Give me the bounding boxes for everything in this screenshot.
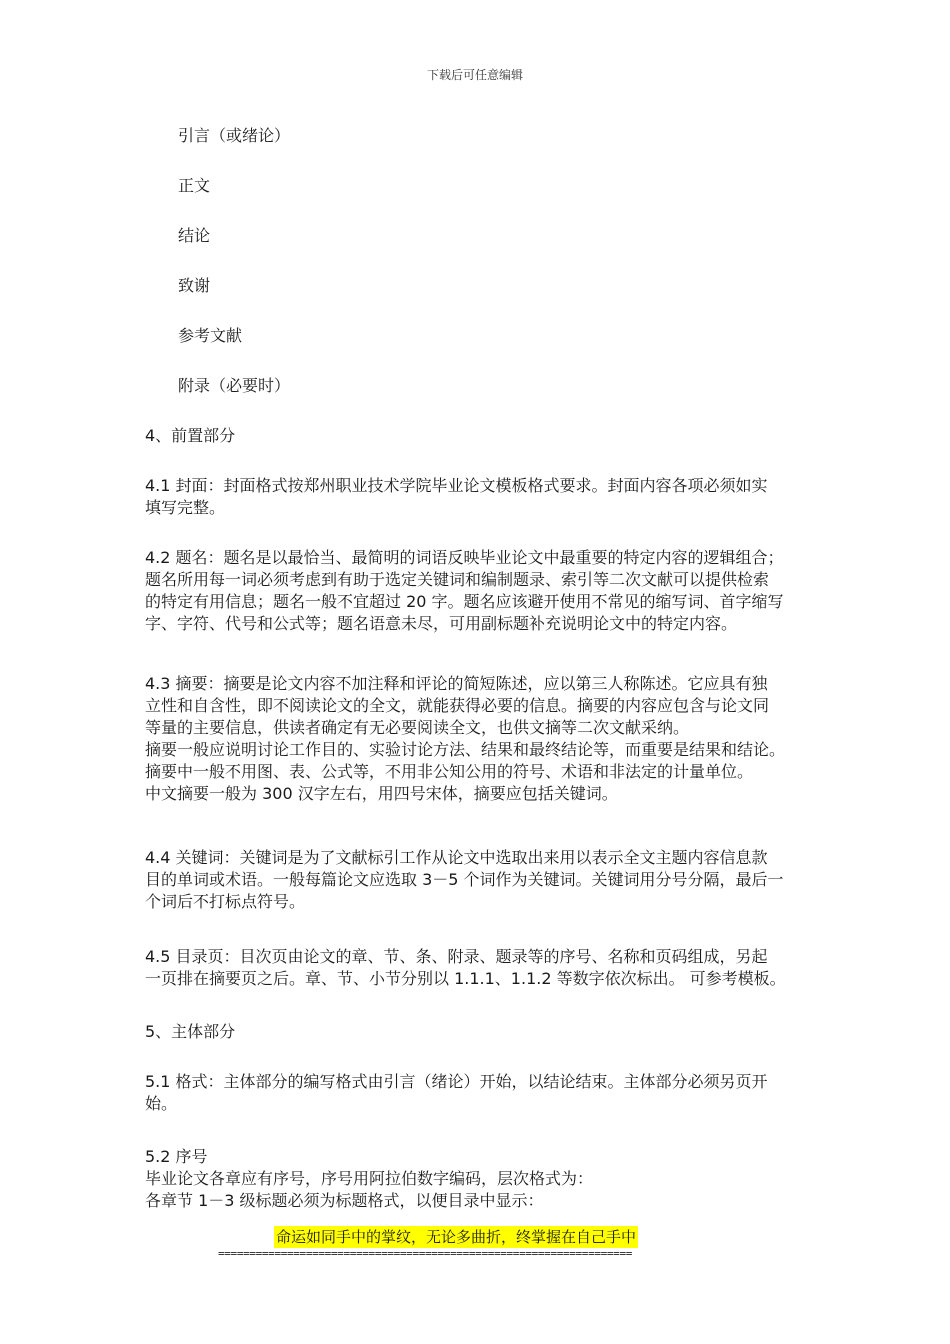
- structure-item-acknowledgement: 致谢: [178, 276, 211, 295]
- section-5-1-format: [145, 1071, 815, 1115]
- paragraph-line: 等量的主要信息，供读者确定有无必要阅读全文，也供文摘等二次文献采纳。: [145, 718, 690, 737]
- structure-item-introduction: 引言（或绪论）: [178, 126, 291, 145]
- paragraph-line: 5.2 序号: [145, 1147, 208, 1166]
- structure-item-conclusion: 结论: [178, 226, 211, 245]
- paragraph-line: 摘要一般应说明讨论工作目的、实验讨论方法、结果和最终结论等，而重要是结果和结论。: [145, 740, 786, 759]
- page-header: 下载后可任意编辑: [426, 68, 523, 82]
- section-4-2-title: [145, 547, 815, 635]
- section-4-heading: [145, 425, 815, 447]
- paragraph-line: 4.4 关键词：关键词是为了文献标引工作从论文中选取出来用以表示全文主题内容信息款: [145, 848, 768, 867]
- structure-item-appendix: 附录（必要时）: [178, 376, 291, 395]
- paragraph-line: 5.1 格式：主体部分的编写格式由引言（绪论）开始，以结论结束。主体部分必须另页开: [145, 1072, 768, 1091]
- paragraph-line: 个词后不打标点符号。: [145, 892, 306, 911]
- footer-rule: ==================================================================: [218, 1247, 632, 1260]
- paragraph-line: 中文摘要一般为 300 汉字左右，用四号宋体，摘要应包括关键词。: [145, 784, 618, 803]
- paragraph-line: 目的单词或术语。一般每篇论文应选取 3－5 个词作为关键词。关键词用分号分隔，最后一: [145, 870, 784, 889]
- paragraph-line: 4.5 目录页：目次页由论文的章、节、条、附录、题录等的序号、名称和页码组成，另起: [145, 947, 768, 966]
- section-4-3-abstract: [145, 673, 815, 805]
- section-5-2-numbering: [145, 1146, 815, 1212]
- paragraph-line: 4.3 摘要：摘要是论文内容不加注释和评论的简短陈述，应以第三人称陈述。它应具有独: [145, 674, 768, 693]
- paragraph-line: 4.2 题名：题名是以最恰当、最简明的词语反映毕业论文中最重要的特定内容的逻辑组合；: [145, 548, 784, 567]
- paragraph-line: 4.1 封面：封面格式按郑州职业技术学院毕业论文模板格式要求。封面内容各项必须如实: [145, 476, 768, 495]
- paragraph-line: 摘要中一般不用图、表、公式等，不用非公知公用的符号、术语和非法定的计量单位。: [145, 762, 754, 781]
- paragraph-line: 始。: [145, 1094, 178, 1113]
- structure-item-body: 正文: [178, 176, 211, 195]
- section-5-title: 5、主体部分: [145, 1022, 236, 1041]
- section-5-heading: [145, 1021, 815, 1043]
- paragraph-line: 的特定有用信息；题名一般不宜超过 20 字。题名应该避开使用不常见的缩写词、首字缩写: [145, 592, 784, 611]
- structure-item-references: 参考文献: [178, 326, 243, 345]
- paragraph-line: 一页排在摘要页之后。章、节、小节分别以 1.1.1、1.1.2 等数字依次标出。 可参考模板。: [145, 969, 786, 988]
- paragraph-line: 字、字符、代号和公式等；题名语意未尽，可用副标题补充说明论文中的特定内容。: [145, 614, 738, 633]
- paragraph-line: 立性和自含性，即不阅读论文的全文，就能获得必要的信息。摘要的内容应包含与论文同: [145, 696, 770, 715]
- paragraph-line: 毕业论文各章应有序号，序号用阿拉伯数字编码，层次格式为：: [145, 1169, 594, 1188]
- footer-motto: 命运如同手中的掌纹，无论多曲折，终掌握在自己手中: [276, 1228, 637, 1246]
- paragraph-line: 各章节 1－3 级标题必须为标题格式，以便目录中显示：: [145, 1191, 544, 1210]
- section-4-1-cover: [145, 475, 815, 519]
- section-4-4-keywords: [145, 847, 815, 913]
- paragraph-line: 填写完整。: [145, 498, 226, 517]
- section-4-title: 4、前置部分: [145, 426, 236, 445]
- section-4-5-contents: [145, 946, 815, 990]
- paragraph-line: 题名所用每一词必须考虑到有助于选定关键词和编制题录、索引等二次文献可以提供检索: [145, 570, 770, 589]
